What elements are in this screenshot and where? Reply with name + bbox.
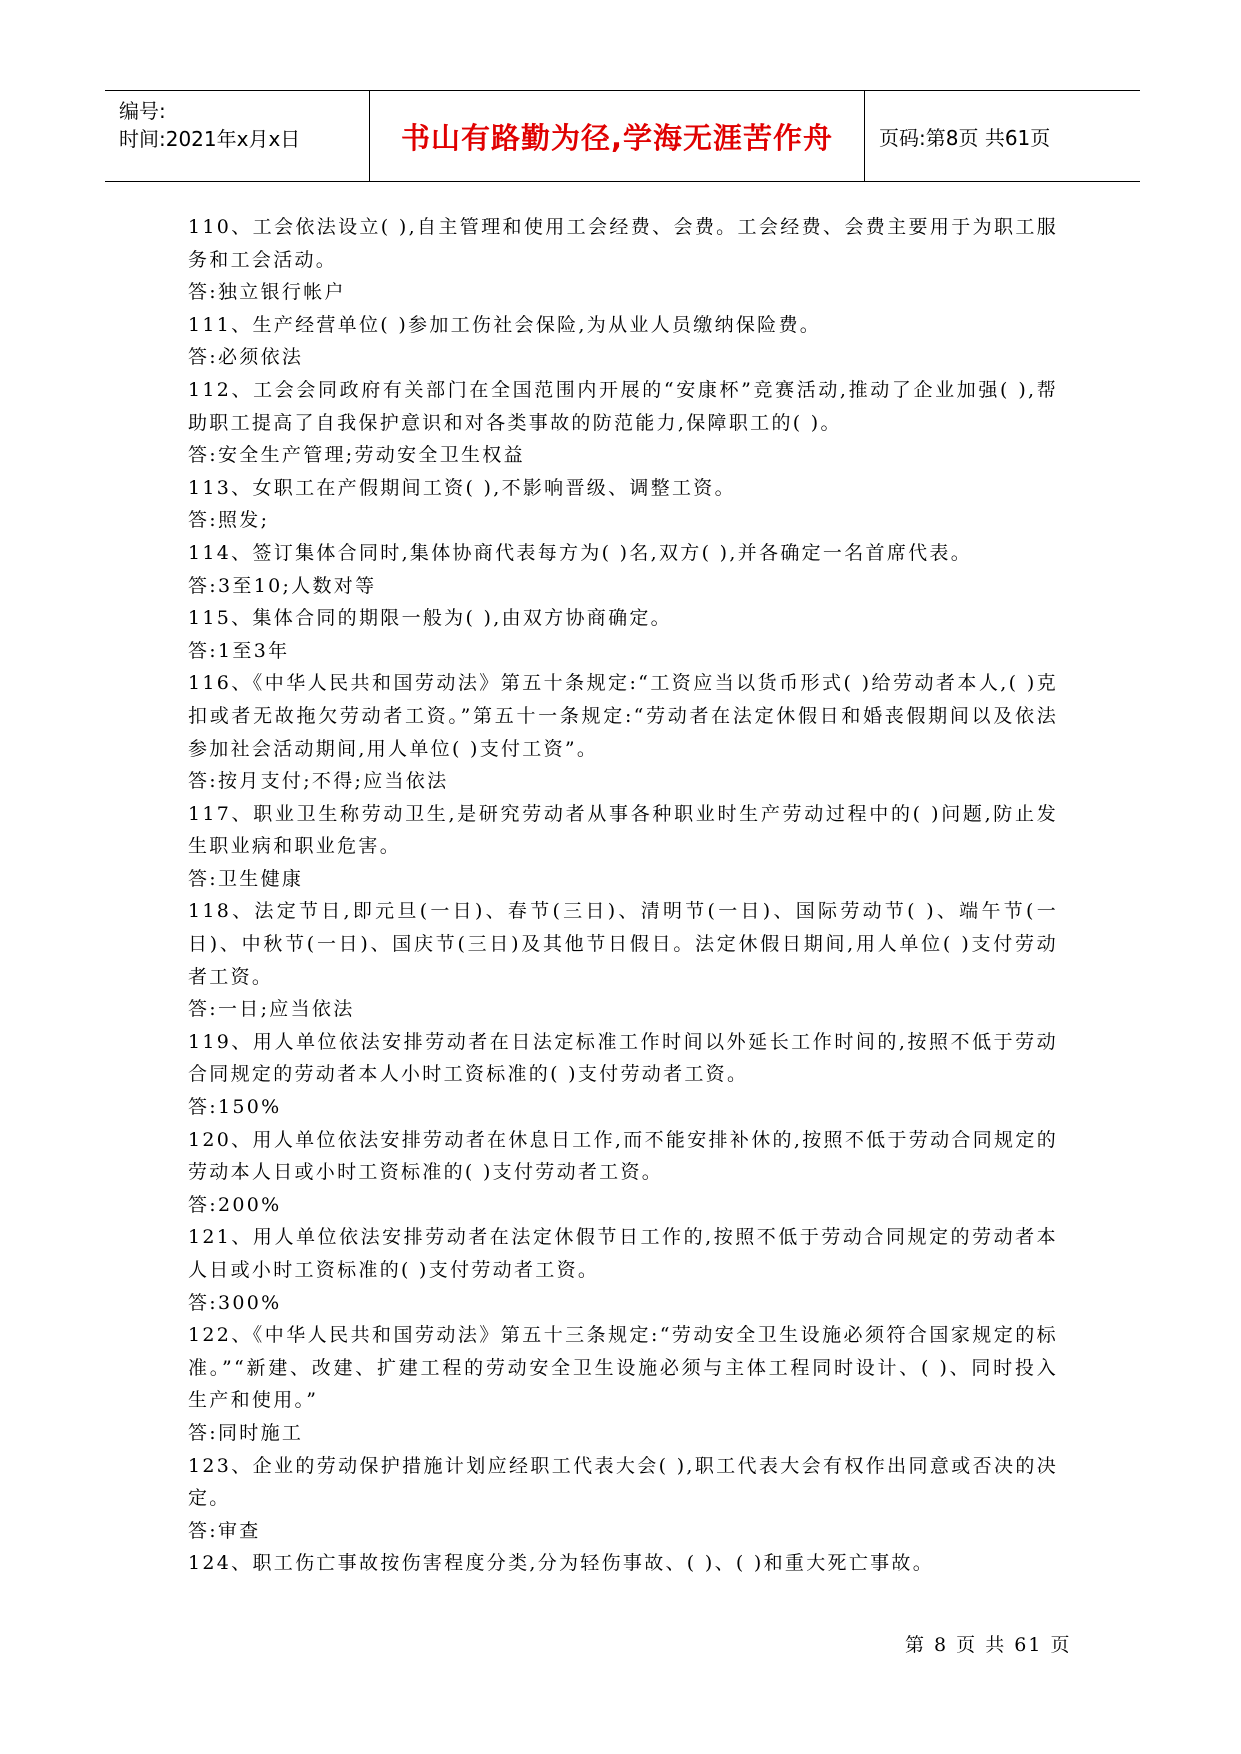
time-label: 时间:2021年x月x日 [119, 127, 301, 151]
answer-110: 答:独立银行帐户 [188, 281, 346, 304]
question-112: 112、工会会同政府有关部门在全国范围内开展的“安康杯”竞赛活动,推动了企业加强( ),帮助职工提高了自我保护意识和对各类事故的防范能力,保障职工的( )。 [188, 378, 1058, 434]
question-124: 124、职工伤亡事故按伤害程度分类,分为轻伤事故、( )、( )和重大死亡事故。 [188, 1552, 935, 1575]
question-118: 118、法定节日,即元旦(一日)、春节(三日)、清明节(一日)、国际劳动节( )、端午节(一日)、中秋节(一日)、国庆节(三日)及其他节日假日。法定休假日期间,用人单位( )支付劳动者工资。 [188, 900, 1058, 988]
answer-112: 答:安全生产管理;劳动安全卫生权益 [188, 444, 525, 467]
question-116: 116、《中华人民共和国劳动法》第五十条规定:“工资应当以货币形式( )给劳动者本人,( )克扣或者无故拖欠劳动者工资。”第五十一条规定:“劳动者在法定休假日和婚丧假期间以及依法参加社会活动期间,用人单位( )支付工资”。 [188, 672, 1058, 760]
answer-120: 答:200% [188, 1193, 282, 1216]
answer-116: 答:按月支付;不得;应当依法 [188, 770, 449, 793]
question-121: 121、用人单位依法安排劳动者在法定休假节日工作的,按照不低于劳动合同规定的劳动者本人日或小时工资标准的( )支付劳动者工资。 [188, 1226, 1058, 1281]
question-114: 114、签订集体合同时,集体协商代表每方为( )名,双方( ),并各确定一名首席代表。 [188, 541, 973, 564]
question-list [188, 211, 1058, 1580]
header-motto-cell [370, 91, 865, 181]
page-footer: 第 8 页 共 61 页 [905, 1634, 1072, 1656]
answer-118: 答:一日;应当依法 [188, 998, 355, 1021]
answer-119: 答:150% [188, 1096, 282, 1119]
page-label: 页码:第8页 共61页 [879, 125, 1051, 150]
motto: 书山有路勤为径,学海无涯苦作舟 [400, 120, 834, 155]
question-119: 119、用人单位依法安排劳动者在日法定标准工作时间以外延长工作时间的,按照不低于劳动合同规定的劳动者本人小时工资标准的( )支付劳动者工资。 [188, 1030, 1058, 1086]
answer-111: 答:必须依法 [188, 346, 304, 369]
question-123: 123、企业的劳动保护措施计划应经职工代表大会( ),职工代表大会有权作出同意或否决的决定。 [188, 1454, 1058, 1510]
header-left-cell [105, 91, 370, 181]
question-111: 111、生产经营单位( )参加工伤社会保险,为从业人员缴纳保险费。 [188, 313, 822, 336]
question-110: 110、工会依法设立( ),自主管理和使用工会经费、会费。工会经费、会费主要用于为职工服务和工会活动。 [188, 216, 1058, 271]
number-label: 编号: [119, 99, 166, 123]
answer-113: 答:照发; [188, 509, 270, 532]
page-header [105, 90, 1140, 182]
answer-123: 答:审查 [188, 1519, 261, 1542]
answer-121: 答:300% [188, 1291, 282, 1314]
question-117: 117、职业卫生称劳动卫生,是研究劳动者从事各种职业时生产劳动过程中的( )问题,防止发生职业病和职业危害。 [188, 802, 1058, 858]
answer-114: 答:3至10;人数对等 [188, 574, 377, 597]
answer-117: 答:卫生健康 [188, 867, 304, 890]
answer-115: 答:1至3年 [188, 639, 290, 662]
answer-122: 答:同时施工 [188, 1421, 304, 1444]
question-122: 122、《中华人民共和国劳动法》第五十三条规定:“劳动安全卫生设施必须符合国家规定的标准。”“新建、改建、扩建工程的劳动安全卫生设施必须与主体工程同时设计、( )、同时投入生产和使用。” [188, 1324, 1058, 1412]
header-right-cell [865, 91, 1140, 181]
question-113: 113、女职工在产假期间工资( ),不影响晋级、调整工资。 [188, 476, 736, 499]
question-115: 115、集体合同的期限一般为( ),由双方协商确定。 [188, 607, 672, 630]
question-120: 120、用人单位依法安排劳动者在休息日工作,而不能安排补休的,按照不低于劳动合同规定的劳动本人日或小时工资标准的( )支付劳动者工资。 [188, 1128, 1058, 1184]
